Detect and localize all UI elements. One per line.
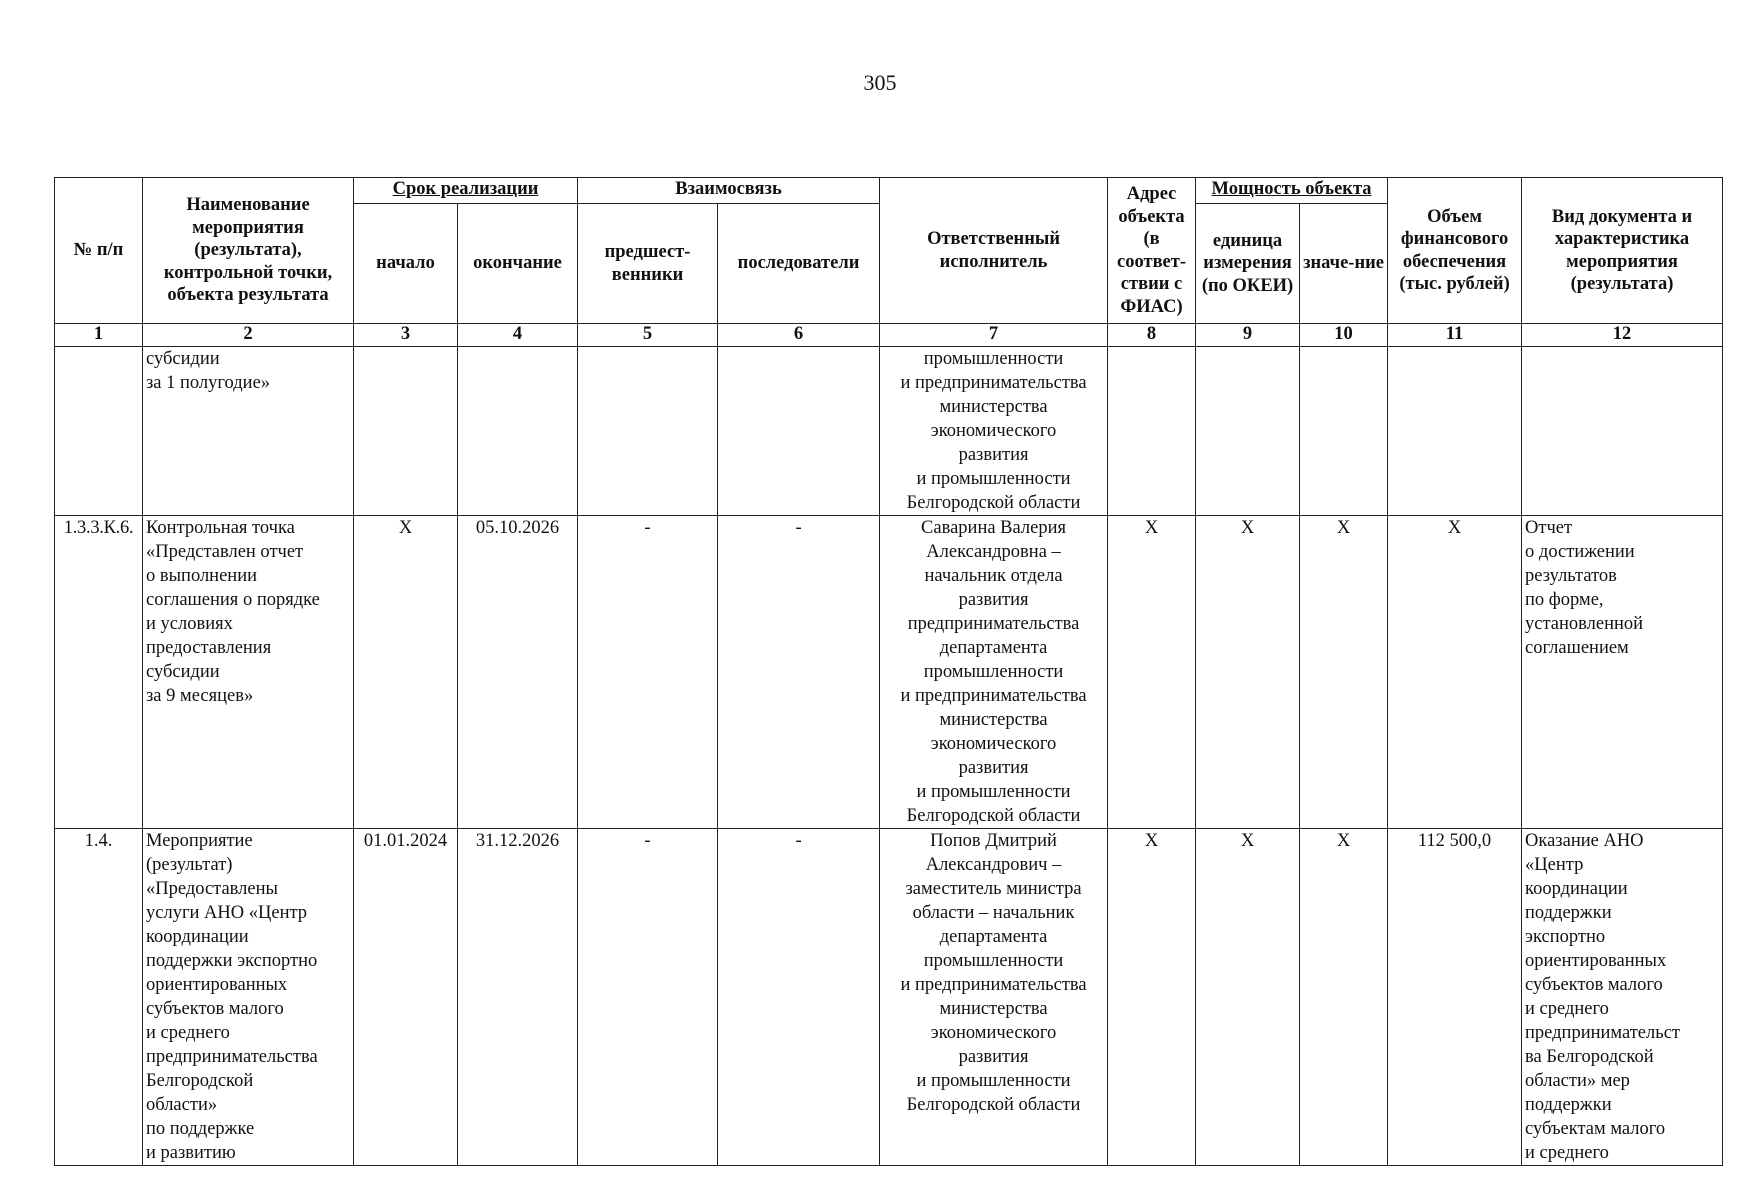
row-address: X bbox=[1108, 516, 1196, 829]
table-row bbox=[55, 829, 1723, 1166]
row-finance: X bbox=[1388, 516, 1522, 829]
column-number: 10 bbox=[1300, 324, 1388, 347]
row-doc: Отчет о достижении результатов по форме, установленной соглашением bbox=[1522, 516, 1723, 829]
row-end bbox=[458, 347, 578, 516]
row-value: X bbox=[1300, 516, 1388, 829]
row-value: X bbox=[1300, 829, 1388, 1166]
row-unit: X bbox=[1196, 829, 1300, 1166]
column-number: 4 bbox=[458, 324, 578, 347]
row-value bbox=[1300, 347, 1388, 516]
header-period: Срок реализации bbox=[354, 178, 578, 204]
row-finance: 112 500,0 bbox=[1388, 829, 1522, 1166]
row-doc: Оказание АНО «Центр координации поддержки экспортно ориентированных субъектов малого и среднего предпринимательст ва Белгородской области» мер поддержки субъектам малого и среднего bbox=[1522, 829, 1723, 1166]
row-end: 31.12.2026 bbox=[458, 829, 578, 1166]
header-finance: Объем финансового обеспечения (тыс. рублей) bbox=[1388, 178, 1522, 324]
header-name: Наименование мероприятия (результата), контрольной точки, объекта результата bbox=[143, 178, 354, 324]
row-predecessors: - bbox=[578, 516, 718, 829]
column-number: 9 bbox=[1196, 324, 1300, 347]
column-number: 6 bbox=[718, 324, 880, 347]
row-responsible: промышленности и предпринимательства министерства экономического развития и промышленности Белгородской области bbox=[880, 347, 1108, 516]
row-doc bbox=[1522, 347, 1723, 516]
header-address: Адрес объекта (в соответ-ствии с ФИАС) bbox=[1108, 178, 1196, 324]
row-name: субсидии за 1 полугодие» bbox=[143, 347, 354, 516]
column-number-row bbox=[55, 324, 1723, 347]
row-successors bbox=[718, 347, 880, 516]
row-name: Мероприятие (результат) «Предоставлены услуги АНО «Центр координации поддержки экспортно ориентированных субъектов малого и среднего предпринимательства Белгородской области» по поддержке и развитию bbox=[143, 829, 354, 1166]
column-number: 11 bbox=[1388, 324, 1522, 347]
row-start: X bbox=[354, 516, 458, 829]
row-responsible: Попов Дмитрий Александрович – заместитель министра области – начальник департамента промышленности и предпринимательства министерства экономического развития и промышленности Белгородской области bbox=[880, 829, 1108, 1166]
header-value: значе-ние bbox=[1300, 204, 1388, 324]
header-doc: Вид документа и характеристика мероприятия (результата) bbox=[1522, 178, 1723, 324]
row-predecessors: - bbox=[578, 829, 718, 1166]
column-number: 1 bbox=[55, 324, 143, 347]
table-row bbox=[55, 516, 1723, 829]
header-capacity: Мощность объекта bbox=[1196, 178, 1388, 204]
row-num: 1.3.3.К.6. bbox=[55, 516, 143, 829]
table-row bbox=[55, 347, 1723, 516]
header-successors: последователи bbox=[718, 204, 880, 324]
row-name: Контрольная точка «Представлен отчет о выполнении соглашения о порядке и условиях предоставления субсидии за 9 месяцев» bbox=[143, 516, 354, 829]
plan-table bbox=[54, 177, 1723, 1166]
row-responsible: Саварина Валерия Александровна – начальник отдела развития предпринимательства департамента промышленности и предпринимательства министерства экономического развития и промышленности Белгородской области bbox=[880, 516, 1108, 829]
row-successors: - bbox=[718, 516, 880, 829]
page-number: 305 bbox=[863, 70, 897, 95]
column-number: 2 bbox=[143, 324, 354, 347]
header-predecessors: предшест-венники bbox=[578, 204, 718, 324]
column-number: 3 bbox=[354, 324, 458, 347]
header-end: окончание bbox=[458, 204, 578, 324]
row-unit bbox=[1196, 347, 1300, 516]
row-num bbox=[55, 347, 143, 516]
row-address bbox=[1108, 347, 1196, 516]
row-successors: - bbox=[718, 829, 880, 1166]
header-relation: Взаимосвязь bbox=[578, 178, 880, 204]
column-number: 5 bbox=[578, 324, 718, 347]
row-unit: X bbox=[1196, 516, 1300, 829]
row-end: 05.10.2026 bbox=[458, 516, 578, 829]
row-address: X bbox=[1108, 829, 1196, 1166]
column-number: 7 bbox=[880, 324, 1108, 347]
header-start: начало bbox=[354, 204, 458, 324]
row-predecessors bbox=[578, 347, 718, 516]
row-start: 01.01.2024 bbox=[354, 829, 458, 1166]
row-num: 1.4. bbox=[55, 829, 143, 1166]
column-number: 8 bbox=[1108, 324, 1196, 347]
header-num: № п/п bbox=[55, 178, 143, 324]
header-unit: единица измерения (по ОКЕИ) bbox=[1196, 204, 1300, 324]
row-start bbox=[354, 347, 458, 516]
header-responsible: Ответственный исполнитель bbox=[880, 178, 1108, 324]
column-number: 12 bbox=[1522, 324, 1723, 347]
row-finance bbox=[1388, 347, 1522, 516]
